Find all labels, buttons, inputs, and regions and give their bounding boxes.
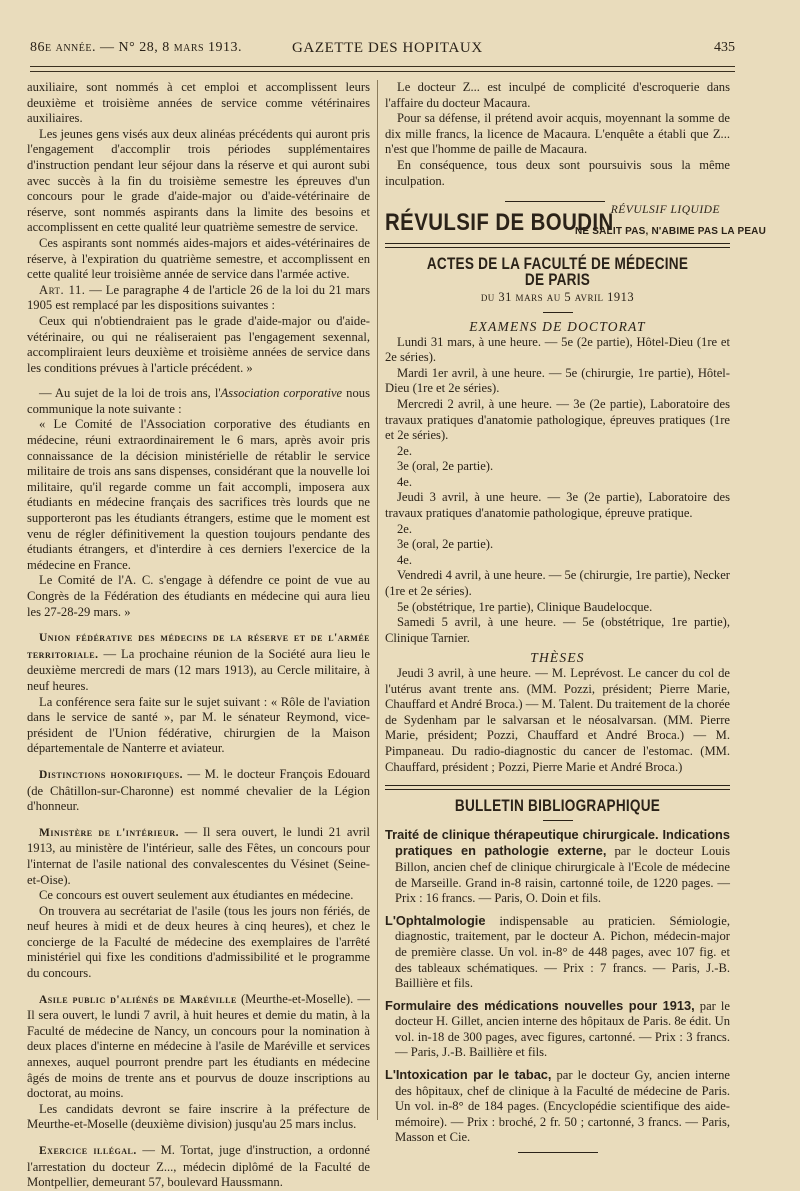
- header-rule: [30, 66, 735, 67]
- biblio-entry: [385, 998, 730, 1061]
- subsection-title: EXAMENS DE DOCTORAT: [469, 318, 646, 334]
- news-heading: Asile public d'aliénés de Maréville: [39, 993, 237, 1006]
- news-heading: Exercice illégal.: [39, 1145, 137, 1157]
- article-label: Art. 11.: [39, 282, 86, 297]
- paragraph: Pour sa défense, il prétend avoir acquis, moyennant la somme de dix mille francs, la licence de Macaura. L'enquête a établi que Z... n'est que l'homme de paille de Macaura.: [385, 111, 730, 157]
- paragraph-text: nous communique la note suivante :: [27, 386, 370, 416]
- header-rule-2: [30, 71, 735, 72]
- section-title: BULLETIN BIBLIOGRAPHIQUE: [454, 796, 661, 816]
- short-rule: [543, 312, 573, 313]
- exam-entry: Lundi 31 mars, à une heure. — 5e (2e partie), Hôtel-Dieu (1re et 2e séries).: [385, 334, 730, 365]
- exam-entry: Samedi 5 avril, à une heure. — 5e (obstétrique, 1re partie), Clinique Tarnier.: [385, 615, 730, 645]
- biblio-entry: [385, 827, 730, 907]
- news-item: [27, 767, 370, 815]
- exam-entry: Vendredi 4 avril, à une heure. — 5e (chirurgie, 1re partie), Necker (1re et 2e séries).: [385, 568, 731, 599]
- biblio-entry: [385, 913, 730, 992]
- advertisement: [385, 197, 767, 243]
- paragraph: Les jeunes gens visés aux deux alinéas précédents qui auront pris l'engagement d'accomplir trois périodes supplémentaires d'instruction pendant leur séjour dans la réserve et qui auront subi avec succès à la fin du troisième semestre les épreuves d'un concours pour le grade d'aide-major ou d'aide-vétérinaire de réserve, sont nommés aspirants dans la limite des besoins et accomplissent en cette qualité leur quatrième semestre de service.: [27, 126, 370, 235]
- ad-tagline: NE SALIT PAS, N'ABIME PAS LA PEAU: [575, 226, 767, 238]
- exam-entry: Mardi 1er avril, à une heure. — 5e (chirurgie, 1re partie), Hôtel-Dieu (1re et 2e séries).: [385, 365, 730, 396]
- news-heading: Union fédérative des médecins de la réserve et de l'armée territoriale.: [27, 632, 370, 661]
- biblio-entry: [385, 1067, 730, 1146]
- paragraph-text: — Le paragraphe 4 de l'article 26 de la loi du 21 mars 1905 est remplacé par les dispositions suivantes :: [27, 282, 370, 313]
- biblio-title: L'Intoxication par le tabac,: [385, 1067, 552, 1083]
- end-rule: [518, 1152, 598, 1153]
- exam-entry: 5e (obstétrique, 1re partie), Clinique Baudelocque.: [397, 599, 653, 614]
- paragraph: La conférence sera faite sur le sujet suivant : « Rôle de l'aviation dans le service de santé », par M. le sénateur Reymond, vice-président de l'Union fédérative, chirurgien de la Maison départementale de Nanterre et aviateur.: [27, 694, 370, 756]
- ad-subtitle: RÉVULSIF LIQUIDE: [610, 204, 720, 217]
- paragraph: Ceux qui n'obtiendraient pas le grade d'aide-major ou d'aide-vétérinaire, ou qui ne réaliseraient pas l'engagement sexennal, accompliraient leurs deuxième et troisième années de service dans les conditions prévues à l'article précédent. »: [27, 313, 370, 375]
- right-column: [385, 80, 767, 1153]
- paragraph: Ce concours est ouvert seulement aux étudiantes en médecine.: [39, 888, 354, 903]
- paragraph-text: — Il sera ouvert, le lundi 21 avril 1913, au ministère de l'intérieur, salle des Fêtes, un concours pour l'internat de l'asile national des convalescentes du Vésinet (Seine-et-Oise).: [27, 824, 370, 887]
- biblio-text: par le docteur Louis Billon, ancien chef de clinique chirurgicale à l'Ecole de médecine de Marseille. Grand in-8 raisin, cartonné toile, de 1220 pages. — Prix : 16 francs. — Paris, O. Doin et fils.: [395, 844, 730, 906]
- biblio-title: Formulaire des médications nouvelles pour 1913,: [385, 997, 695, 1013]
- issue-info: 86e année. — N° 28, 8 mars 1913.: [30, 40, 243, 55]
- news-item: [27, 1143, 370, 1191]
- paragraph-text: — M. Tortat, juge d'instruction, a ordonné l'arrestation du docteur Z..., médecin diplômé de la Faculté de Montpellier, demeurant 57, boulevard Haussmann.: [27, 1143, 370, 1190]
- paragraph: On trouvera au secrétariat de l'asile (tous les jours non fériés, de neuf heures à midi et de deux heures à cinq heures), et chez le concierge de la Faculté de médecine des exemplaires de l'arrêté ministériel qui fixe les conditions d'admissibilité et le programme du concours.: [27, 903, 370, 981]
- biblio-text: indispensable au praticien. Sémiologie, diagnostic, traitement, par le docteur A. Pichon, médecin-major de première classe. Un vol. in-8° de 448 pages, avec 107 fig. et des tableaux schématiques. — Prix : 7 francs. — Paris, J.-B. Baillière et fils.: [395, 913, 730, 991]
- exam-entry: Jeudi 3 avril, à une heure. — 3e (2e partie), Laboratoire des travaux pratiques d'anatomie pathologique, épreuve pratique.: [385, 490, 730, 521]
- page-number: 435: [714, 40, 735, 55]
- paragraph: auxiliaire, sont nommés à cet emploi et accomplissent leurs deuxième et troisième années de service comme vétérinaires auxiliaires.: [27, 80, 370, 126]
- biblio-text: par le docteur H. Gillet, ancien interne des hôpitaux de Paris. 8e édit. Un vol. in-18 de 300 pages, avec figures, cartonné. — Prix : 3 francs. — Paris, J.-B. Baillière et fils.: [395, 998, 730, 1060]
- paragraph: Le Comité de l'A. C. s'engage à défendre ce point de vue au Congrès de la Fédération des étudiants en médecine qui aura lieu les 27-28-29 mars. »: [27, 573, 370, 619]
- emphasis: Association corporative: [220, 386, 343, 401]
- subsection-title: THÈSES: [530, 650, 585, 666]
- news-heading: Distinctions honorifiques.: [39, 768, 184, 781]
- paragraph: Les candidats devront se faire inscrire à la préfecture de Meurthe-et-Moselle (deuxième division) jusqu'au 25 mars inclus.: [27, 1101, 370, 1132]
- column-divider: [377, 80, 378, 1120]
- exam-entry: 3e (oral, 2e partie).: [397, 459, 494, 474]
- biblio-title: L'Ophtalmologie: [385, 912, 486, 928]
- exam-entry: 4e.: [397, 552, 413, 567]
- section-title: ACTES DE LA FACULTÉ DE MÉDECINE DE PARIS: [426, 254, 689, 289]
- news-heading: Ministère de l'intérieur.: [39, 826, 180, 839]
- exam-entry: 4e.: [397, 474, 413, 489]
- news-item: [27, 630, 370, 694]
- news-item: [27, 825, 370, 888]
- exam-entry: 3e (oral, 2e partie).: [397, 537, 494, 552]
- paragraph: [27, 386, 370, 417]
- left-column: [27, 80, 370, 1191]
- exam-entry: Mercredi 2 avril, à une heure. — 3e (2e partie), Laboratoire des travaux pratiques d'anatomie pathologique, épreuves pratiques (1re et 2e séries).: [385, 396, 730, 443]
- bibliography: [385, 827, 730, 1146]
- section-rule: [385, 785, 730, 790]
- ad-title: RÉVULSIF DE BOUDIN: [385, 209, 614, 237]
- page-header: [30, 40, 735, 62]
- paragraph: En conséquence, tous deux sont poursuivis sous la même inculpation.: [385, 157, 730, 188]
- ad-rule: [505, 201, 605, 202]
- paragraph: Ces aspirants sont nommés aides-majors et aides-vétérinaires de réserve, à l'expiration du quatrième semestre, et accomplissent en cette qualité leur troisième année de service dans l'armée active.: [27, 235, 370, 282]
- thesis-entry: Jeudi 3 avril, à une heure. — M. Leprévost. Le cancer du col de l'utérus avant trente ans. (MM. Pozzi, président; Pierre Marie, Chauffard et André Broca.) — M. Talent. Du traitement de la chorée de Sydenham par le salvarsan et le néosalvarsan. (MM. Pierre Marie, président; Pozzi, Chauffard et André Broca.) — M. Pimpaneau. Du radio-diagnostic du cancer de l'estomac. (MM. Chauffard, président ; Pozzi, Pierre Marie et André Broca.): [385, 666, 730, 774]
- paragraph: [27, 283, 370, 314]
- paragraph-text: (Meurthe-et-Moselle). — Il sera ouvert, le lundi 7 avril, à huit heures et demie du matin, à la Faculté de médecine de Nancy, un concours pour la nomination à deux places d'interne en médecine à l'asile de Maréville et services annexes, auquel pourront prendre part les étudiants en médecine âgés de moins de trente ans et pourvus de douze inscriptions au doctorat, au moins.: [27, 991, 370, 1101]
- short-rule: [543, 820, 573, 821]
- news-item: [27, 992, 370, 1102]
- exam-entry: 2e.: [397, 443, 413, 458]
- section-rule: [385, 243, 730, 248]
- journal-title: GAZETTE DES HOPITAUX: [292, 40, 483, 56]
- biblio-title: Traité de clinique thérapeutique chirurgicale. Indications pratiques en pathologie externe,: [385, 826, 730, 859]
- paragraph: Le docteur Z... est inculpé de complicité d'escroquerie dans l'affaire du docteur Macaura.: [385, 80, 730, 110]
- section-subtitle: du 31 mars au 5 avril 1913: [480, 290, 635, 305]
- paragraph-text: — La prochaine réunion de la Société aura lieu le deuxième mercredi de mars (12 mars 1913), au Cercle militaire, à neuf heures.: [27, 646, 370, 693]
- biblio-text: par le docteur Gy, ancien interne des hôpitaux, chef de clinique à la Faculté de médecine de Paris. Un vol. in-8° de 184 pages. (Encyclopédie scientifique des aide-mémoire). — Prix : broché, 2 fr. 50 ; cartonné, 3 francs. — Paris, Masson et Cie.: [395, 1068, 731, 1145]
- paragraph: « Le Comité de l'Association corporative des étudiants en médecine, réuni extraordinairement le 6 mars, après avoir pris connaissance de la décision ministérielle de rétablir le service militaire de trois ans sans dispenses, considérant que la nouvelle loi militaire, qu'il regarde comme un fait accompli, imposera aux étudiants en médecine français des sacrifices très lourds que ne supporteront pas les étudiants étrangers, estime que le moment est venu de régler définitivement la question toujours pendante des étudiants étrangers, et d'interdire à ces derniers l'exercice de la médecine en France.: [27, 417, 370, 572]
- exam-entry: 2e.: [397, 521, 413, 536]
- paragraph-text: — Au sujet de la loi de trois ans, l': [39, 386, 221, 401]
- paragraph-text: — M. le docteur François Edouard (de Châtillon-sur-Charonne) est nommé chevalier de la Légion d'honneur.: [27, 766, 370, 814]
